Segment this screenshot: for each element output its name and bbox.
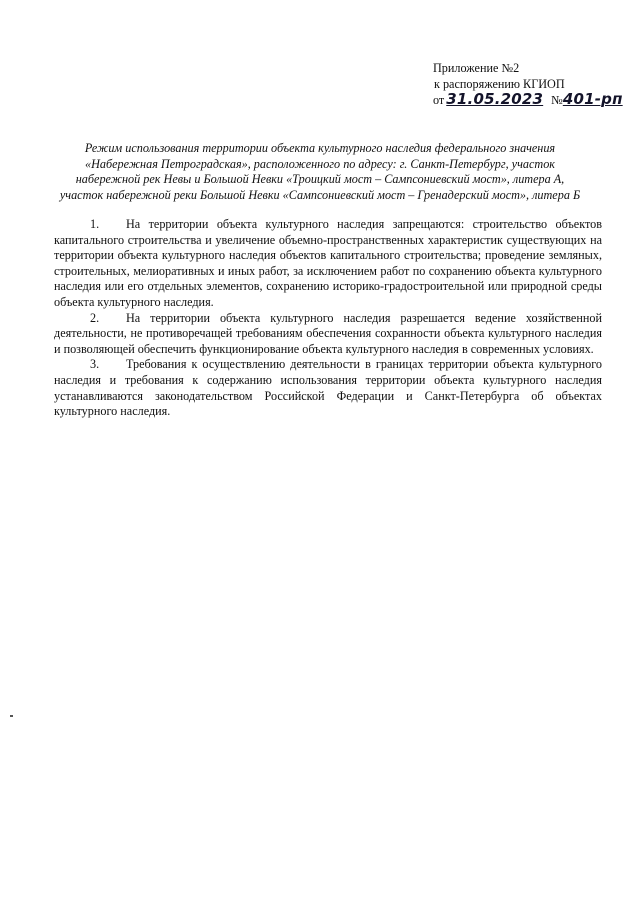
title-line: «Набережная Петроградская», расположенного по адресу: г. Санкт-Петербург, участок xyxy=(84,156,555,171)
paragraph-number: 3. xyxy=(90,357,100,372)
appendix-date-line xyxy=(433,92,623,109)
paragraph-text: Требования к осуществлению деятельности в границах территории объекта культурного наследия и требования к содержанию использования территории объекта культурного наследия устанавливаются законодательством Российской Федерации и Санкт-Петербурга об объектах культурного наследия. xyxy=(54,357,602,419)
paragraph-1 xyxy=(54,217,602,311)
appendix-reference: к распоряжению КГИОП xyxy=(434,76,565,91)
paragraph-number: 2. xyxy=(90,310,100,325)
paragraph-3 xyxy=(54,357,602,419)
paragraph-text: На территории объекта культурного наследия разрешается ведение хозяйственной деятельности, не противоречащей требованиям обеспечения сохранности объекта культурного наследия и позволяющей обеспечить функционирование объекта культурного наследия в современных условиях. xyxy=(54,310,602,356)
number-prefix: № xyxy=(551,93,563,107)
handwritten-date: 31.05.2023 xyxy=(446,90,544,108)
paragraph-number: 1. xyxy=(90,217,100,231)
appendix-header xyxy=(433,61,623,109)
title-line: набережной рек Невы и Большой Невки «Троицкий мост – Сампсониевский мост», литера А, xyxy=(75,172,565,187)
date-prefix: от xyxy=(433,93,445,107)
title-line: участок набережной реки Большой Невки «Сампсониевский мост – Гренадерский мост», литера Б xyxy=(59,187,581,202)
document-body xyxy=(54,217,602,420)
document-title xyxy=(52,141,588,203)
paragraph-text: На территории объекта культурного наследия запрещаются: строительство объектов капитального строительства и увеличение объемно-пространственных характеристик существующих на территории объекта культурного наследия объектов капитального строительства; проведение земляных, строительных, мелиоративных и иных работ, за исключением работ по сохранению объекта культурного наследия или его отдельных элементов, сохранению историко-градостроительной или природной среды объекта культурного наследия. xyxy=(54,217,602,309)
scan-artifact xyxy=(10,715,13,717)
appendix-number: Приложение №2 xyxy=(433,61,520,75)
title-line: Режим использования территории объекта культурного наследия федерального значения xyxy=(84,141,556,155)
paragraph-2 xyxy=(54,311,602,358)
handwritten-order-number: 401-рп xyxy=(562,90,623,108)
